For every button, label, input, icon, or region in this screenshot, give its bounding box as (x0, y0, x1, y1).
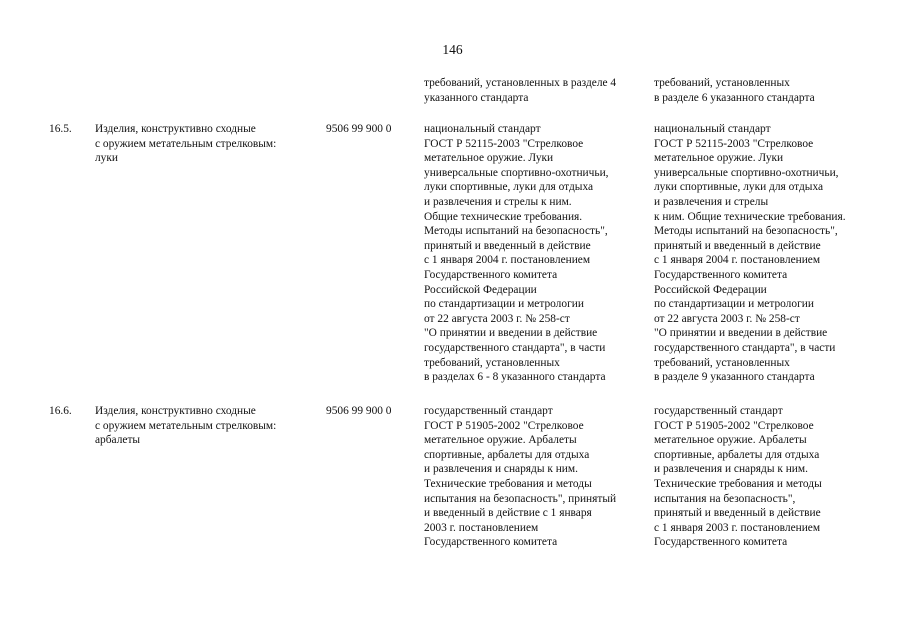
product-code: 9506 99 900 0 (326, 405, 392, 417)
product-code: 9506 99 900 0 (326, 123, 392, 135)
product-name: Изделия, конструктивно сходные с оружием метательным стрелковым: луки (95, 123, 277, 165)
row-number: 16.5. (49, 123, 72, 135)
row-number: 16.6. (49, 405, 72, 417)
standard-text-col-a: национальный стандарт ГОСТ Р 52115-2003 "Стрелковое метательное оружие. Луки универсальные спортивно-охотничьи, луки спортивные, луки для отдыха и развлечения и стрелы к ним. Общие технические требования. Методы испытаний на безопасность", принятый и введенный в действие с 1 января 2004 г. постановлением Государственного комитета Российской Федерации по стандартизации и метрологии от 22 августа 2003 г. № 258-ст "О принятии и введении в действие государственного стандарта", в части требований, установленных в разделах 6 - 8 указанного стандарта (424, 123, 609, 384)
continuation-text-col-a: требований, установленных в разделе 4 указанного стандарта (424, 77, 617, 104)
continuation-text-col-b: требований, установленных в разделе 6 указанного стандарта (654, 77, 815, 104)
standard-text-col-a: государственный стандарт ГОСТ Р 51905-2002 "Стрелковое метательное оружие. Арбалеты спортивные, арбалеты для отдыха и развлечения и снаряды к ним. Технические требования и методы испытания на безопасность", принятый и введенный в действие с 1 января 2003 г. постановлением Государственного комитета (424, 405, 617, 549)
product-name: Изделия, конструктивно сходные с оружием метательным стрелковым: арбалеты (95, 405, 277, 447)
standard-text-col-b: национальный стандарт ГОСТ Р 52115-2003 "Стрелковое метательное оружие. Луки универсальные спортивно-охотничьи, луки спортивные, луки для отдыха и развлечения и стрелы к ним. Общие технические требования. Методы испытаний на безопасность", принятый и введенный в действие с 1 января 2004 г. постановлением Государственного комитета Российской Федерации по стандартизации и метрологии от 22 августа 2003 г. № 258-ст "О принятии и введении в действие государственного стандарта", в части требований, установленных в разделе 9 указанного стандарта (654, 123, 846, 384)
standard-text-col-b: государственный стандарт ГОСТ Р 51905-2002 "Стрелковое метательное оружие. Арбалеты спортивные, арбалеты для отдыха и развлечения и снаряды к ним. Технические требования и методы испытания на безопасность", принятый и введенный в действие с 1 января 2003 г. постановлением Государственного комитета (654, 405, 822, 549)
page-number: 146 (442, 42, 463, 57)
